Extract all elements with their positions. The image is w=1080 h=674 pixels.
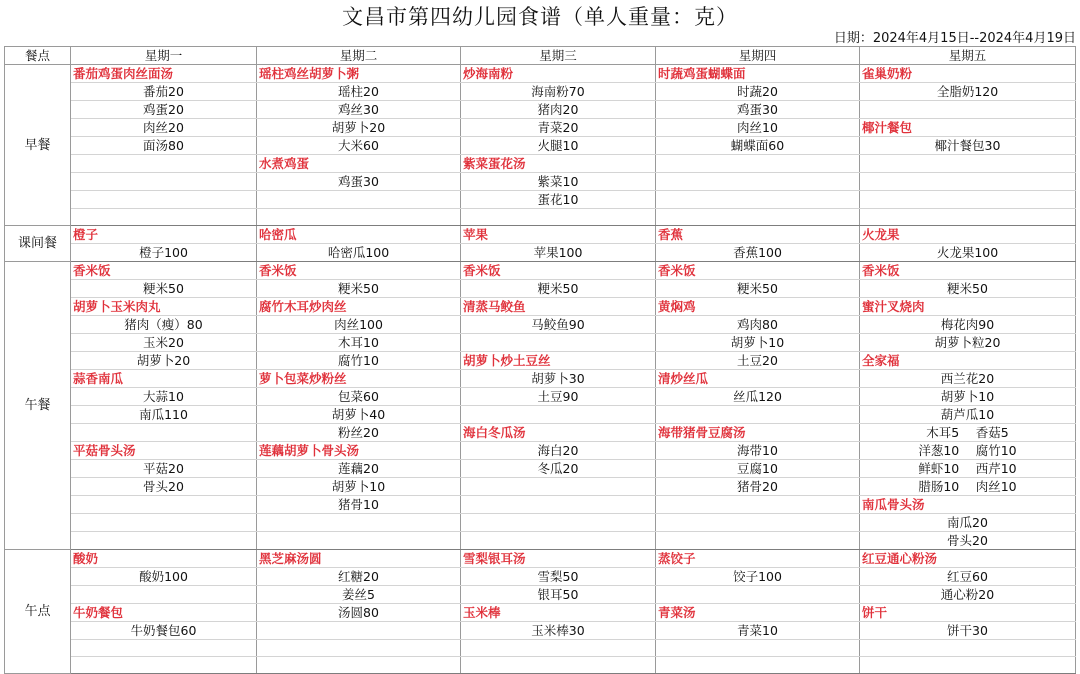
ingredient-cell[interactable]: 胡萝卜20 [71, 352, 257, 370]
ingredient-cell[interactable] [461, 406, 656, 424]
ingredient-cell[interactable]: 胡萝卜30 [461, 370, 656, 388]
dish-name-cell[interactable]: 腐竹木耳炒肉丝 [257, 298, 461, 316]
dish-name-cell[interactable]: 水煮鸡蛋 [257, 155, 461, 173]
header-friday[interactable]: 星期五 [860, 47, 1076, 65]
table-row [5, 262, 1076, 280]
ingredient-cell[interactable] [461, 496, 656, 514]
dish-name-cell[interactable]: 香米饭 [656, 262, 860, 280]
dish-name-cell[interactable]: 苹果 [461, 226, 656, 244]
header-wednesday[interactable]: 星期三 [461, 47, 656, 65]
dish-name-cell[interactable]: 蒸饺子 [656, 550, 860, 568]
table-row [5, 334, 1076, 352]
ingredient-cell[interactable] [257, 532, 461, 550]
ingredient-cell[interactable] [656, 586, 860, 604]
ingredient-cell[interactable]: 鸡肉80 [656, 316, 860, 334]
table-row [5, 496, 1076, 514]
ingredient-cell[interactable]: 鸡蛋30 [257, 173, 461, 191]
ingredient-cell[interactable] [461, 657, 656, 674]
ingredient-cell[interactable]: 大蒜10 [71, 388, 257, 406]
ingredient-cell[interactable]: 梅花肉90 [860, 316, 1076, 334]
ingredient-cell[interactable]: 冬瓜20 [461, 460, 656, 478]
ingredient-cell[interactable]: 木耳5 香菇5 [860, 424, 1076, 442]
dish-name-cell[interactable]: 香蕉 [656, 226, 860, 244]
ingredient-cell[interactable]: 饺子100 [656, 568, 860, 586]
dish-name-cell[interactable]: 香米饭 [257, 262, 461, 280]
dish-name-cell[interactable]: 海白冬瓜汤 [461, 424, 656, 442]
ingredient-cell[interactable]: 鸡蛋20 [71, 101, 257, 119]
table-row [5, 352, 1076, 370]
dish-name-cell[interactable]: 牛奶餐包 [71, 604, 257, 622]
ingredient-cell[interactable]: 银耳50 [461, 586, 656, 604]
ingredient-cell[interactable] [860, 173, 1076, 191]
ingredient-cell[interactable] [71, 191, 257, 209]
dish-name-cell[interactable]: 雀巢奶粉 [860, 65, 1076, 83]
dish-name-cell[interactable]: 番茄鸡蛋肉丝面汤 [71, 65, 257, 83]
ingredient-cell[interactable] [860, 101, 1076, 119]
table-row [5, 119, 1076, 137]
ingredient-cell[interactable]: 猪肉（瘦）80 [71, 316, 257, 334]
ingredient-cell[interactable]: 胡萝卜10 [257, 478, 461, 496]
ingredient-cell[interactable] [461, 514, 656, 532]
dish-name-cell[interactable]: 饼干 [860, 604, 1076, 622]
table-row [5, 65, 1076, 83]
ingredient-cell[interactable]: 时蔬20 [656, 83, 860, 101]
dish-name-cell[interactable]: 瑶柱鸡丝胡萝卜粥 [257, 65, 461, 83]
ingredient-cell[interactable] [71, 209, 257, 226]
menu-table [4, 46, 1076, 674]
table-row [5, 586, 1076, 604]
dish-name-cell[interactable]: 青菜汤 [656, 604, 860, 622]
ingredient-cell[interactable] [71, 173, 257, 191]
ingredient-cell[interactable] [860, 191, 1076, 209]
ingredient-cell[interactable] [71, 155, 257, 173]
ingredient-cell[interactable]: 马鲛鱼90 [461, 316, 656, 334]
ingredient-cell[interactable]: 大米60 [257, 137, 461, 155]
ingredient-cell[interactable]: 粳米50 [257, 280, 461, 298]
dish-name-cell[interactable]: 蒜香南瓜 [71, 370, 257, 388]
ingredient-cell[interactable] [656, 496, 860, 514]
ingredient-cell[interactable] [71, 657, 257, 674]
ingredient-cell[interactable] [461, 640, 656, 657]
dish-name-cell[interactable]: 南瓜骨头汤 [860, 496, 1076, 514]
table-row [5, 622, 1076, 640]
ingredient-cell[interactable]: 胡萝卜粒20 [860, 334, 1076, 352]
ingredient-cell[interactable]: 西兰花20 [860, 370, 1076, 388]
table-row [5, 568, 1076, 586]
dish-name-cell[interactable]: 萝卜包菜炒粉丝 [257, 370, 461, 388]
table-row [5, 388, 1076, 406]
ingredient-cell[interactable]: 葫芦瓜10 [860, 406, 1076, 424]
ingredient-cell[interactable]: 蛋花10 [461, 191, 656, 209]
dish-name-cell[interactable]: 椰汁餐包 [860, 119, 1076, 137]
table-row [5, 316, 1076, 334]
dish-name-cell[interactable]: 时蔬鸡蛋蝴蝶面 [656, 65, 860, 83]
ingredient-cell[interactable]: 酸奶100 [71, 568, 257, 586]
ingredient-cell[interactable]: 雪梨50 [461, 568, 656, 586]
page-title: 文昌市第四幼儿园食谱（单人重量：克） [342, 5, 738, 29]
ingredient-cell[interactable]: 蝴蝶面60 [656, 137, 860, 155]
ingredient-cell[interactable]: 腐竹10 [257, 352, 461, 370]
ingredient-cell[interactable]: 粳米50 [860, 280, 1076, 298]
ingredient-cell[interactable] [656, 640, 860, 657]
ingredient-cell[interactable]: 南瓜20 [860, 514, 1076, 532]
dish-name-cell[interactable]: 香米饭 [461, 262, 656, 280]
ingredient-cell[interactable]: 玉米20 [71, 334, 257, 352]
dish-name-cell[interactable]: 莲藕胡萝卜骨头汤 [257, 442, 461, 460]
ingredient-cell[interactable]: 海南粉70 [461, 83, 656, 101]
table-row [5, 137, 1076, 155]
dish-name-cell[interactable]: 黄焖鸡 [656, 298, 860, 316]
ingredient-cell[interactable]: 肉丝10 [656, 119, 860, 137]
table-row [5, 478, 1076, 496]
ingredient-cell[interactable] [461, 334, 656, 352]
table-row [5, 173, 1076, 191]
table-row [5, 226, 1076, 244]
ingredient-cell[interactable]: 豆腐10 [656, 460, 860, 478]
ingredient-cell[interactable] [656, 406, 860, 424]
ingredient-cell[interactable]: 粳米50 [461, 280, 656, 298]
ingredient-cell[interactable] [257, 622, 461, 640]
ingredient-cell[interactable] [860, 640, 1076, 657]
dish-name-cell[interactable]: 香米饭 [860, 262, 1076, 280]
dish-name-cell[interactable]: 黑芝麻汤圆 [257, 550, 461, 568]
ingredient-cell[interactable] [656, 209, 860, 226]
ingredient-cell[interactable] [461, 209, 656, 226]
dish-name-cell[interactable]: 哈密瓜 [257, 226, 461, 244]
dish-name-cell[interactable]: 炒海南粉 [461, 65, 656, 83]
dish-name-cell[interactable]: 玉米棒 [461, 604, 656, 622]
ingredient-cell[interactable]: 海带10 [656, 442, 860, 460]
ingredient-cell[interactable]: 木耳10 [257, 334, 461, 352]
ingredient-cell[interactable] [656, 657, 860, 674]
table-row [5, 280, 1076, 298]
ingredient-cell[interactable] [860, 209, 1076, 226]
ingredient-cell[interactable] [860, 657, 1076, 674]
ingredient-cell[interactable]: 胡萝卜40 [257, 406, 461, 424]
table-row [5, 657, 1076, 674]
dish-name-cell[interactable]: 火龙果 [860, 226, 1076, 244]
ingredient-cell[interactable]: 椰汁餐包30 [860, 137, 1076, 155]
ingredient-cell[interactable]: 骨头20 [860, 532, 1076, 550]
date-range: 日期：2024年4月15日--2024年4月19日 [833, 31, 1076, 46]
ingredient-cell[interactable]: 面汤80 [71, 137, 257, 155]
ingredient-cell[interactable] [257, 514, 461, 532]
table-row [5, 424, 1076, 442]
ingredient-cell[interactable]: 粳米50 [71, 280, 257, 298]
ingredient-cell[interactable]: 骨头20 [71, 478, 257, 496]
ingredient-cell[interactable]: 火腿10 [461, 137, 656, 155]
ingredient-cell[interactable] [257, 209, 461, 226]
table-row [5, 406, 1076, 424]
dish-name-cell[interactable]: 紫菜蛋花汤 [461, 155, 656, 173]
ingredient-cell[interactable]: 瑶柱20 [257, 83, 461, 101]
ingredient-cell[interactable]: 鸡丝30 [257, 101, 461, 119]
dish-name-cell[interactable]: 红豆通心粉汤 [860, 550, 1076, 568]
ingredient-cell[interactable]: 包菜60 [257, 388, 461, 406]
table-row [5, 460, 1076, 478]
ingredient-cell[interactable]: 胡萝卜20 [257, 119, 461, 137]
ingredient-cell[interactable] [656, 532, 860, 550]
dish-name-cell[interactable]: 酸奶 [71, 550, 257, 568]
ingredient-cell[interactable] [656, 155, 860, 173]
header-meal[interactable]: 餐点 [5, 47, 71, 65]
ingredient-cell[interactable]: 汤圆80 [257, 604, 461, 622]
ingredient-cell[interactable]: 粳米50 [656, 280, 860, 298]
header-row [5, 47, 1076, 65]
dish-name-cell[interactable]: 海带猪骨豆腐汤 [656, 424, 860, 442]
dish-name-cell[interactable]: 香米饭 [71, 262, 257, 280]
ingredient-cell[interactable] [257, 657, 461, 674]
ingredient-cell[interactable]: 紫菜10 [461, 173, 656, 191]
table-row [5, 298, 1076, 316]
ingredient-cell[interactable]: 红糖20 [257, 568, 461, 586]
table-row [5, 101, 1076, 119]
table-row [5, 442, 1076, 460]
ingredient-cell[interactable] [461, 478, 656, 496]
meal-label[interactable]: 课间餐 [5, 226, 71, 262]
dish-name-cell[interactable]: 全家福 [860, 352, 1076, 370]
dish-name-cell[interactable]: 清炒丝瓜 [656, 370, 860, 388]
dish-name-cell[interactable]: 平菇骨头汤 [71, 442, 257, 460]
ingredient-cell[interactable]: 胡萝卜10 [656, 334, 860, 352]
ingredient-cell[interactable] [656, 514, 860, 532]
ingredient-cell[interactable]: 全脂奶120 [860, 83, 1076, 101]
ingredient-cell[interactable] [71, 424, 257, 442]
header-thursday[interactable]: 星期四 [656, 47, 860, 65]
ingredient-cell[interactable] [257, 640, 461, 657]
ingredient-cell[interactable]: 橙子100 [71, 244, 257, 262]
dish-name-cell[interactable]: 胡萝卜炒土豆丝 [461, 352, 656, 370]
table-row [5, 604, 1076, 622]
ingredient-cell[interactable] [71, 514, 257, 532]
ingredient-cell[interactable]: 红豆60 [860, 568, 1076, 586]
ingredient-cell[interactable]: 土豆90 [461, 388, 656, 406]
ingredient-cell[interactable]: 洋葱10 腐竹10 [860, 442, 1076, 460]
ingredient-cell[interactable]: 哈密瓜100 [257, 244, 461, 262]
table-row [5, 532, 1076, 550]
table-row [5, 514, 1076, 532]
ingredient-cell[interactable] [461, 532, 656, 550]
ingredient-cell[interactable]: 鸡蛋30 [656, 101, 860, 119]
meal-label[interactable]: 早餐 [5, 65, 71, 226]
ingredient-cell[interactable]: 火龙果100 [860, 244, 1076, 262]
ingredient-cell[interactable]: 青菜20 [461, 119, 656, 137]
table-row [5, 155, 1076, 173]
dish-name-cell[interactable]: 橙子 [71, 226, 257, 244]
ingredient-cell[interactable]: 苹果100 [461, 244, 656, 262]
ingredient-cell[interactable]: 姜丝5 [257, 586, 461, 604]
ingredient-cell[interactable]: 猪肉20 [461, 101, 656, 119]
ingredient-cell[interactable]: 青菜10 [656, 622, 860, 640]
ingredient-cell[interactable]: 番茄20 [71, 83, 257, 101]
dish-name-cell[interactable]: 清蒸马鲛鱼 [461, 298, 656, 316]
ingredient-cell[interactable]: 土豆20 [656, 352, 860, 370]
ingredient-cell[interactable] [656, 173, 860, 191]
meal-label[interactable]: 午餐 [5, 262, 71, 550]
header-monday[interactable]: 星期一 [71, 47, 257, 65]
ingredient-cell[interactable]: 通心粉20 [860, 586, 1076, 604]
ingredient-cell[interactable] [71, 586, 257, 604]
ingredient-cell[interactable]: 牛奶餐包60 [71, 622, 257, 640]
ingredient-cell[interactable]: 饼干30 [860, 622, 1076, 640]
header-tuesday[interactable]: 星期二 [257, 47, 461, 65]
ingredient-cell[interactable]: 丝瓜120 [656, 388, 860, 406]
dish-name-cell[interactable]: 蜜汁叉烧肉 [860, 298, 1076, 316]
table-row [5, 209, 1076, 226]
dish-name-cell[interactable]: 胡萝卜玉米肉丸 [71, 298, 257, 316]
ingredient-cell[interactable]: 鲜虾10 西芹10 [860, 460, 1076, 478]
ingredient-cell[interactable]: 腊肠10 肉丝10 [860, 478, 1076, 496]
table-row [5, 550, 1076, 568]
table-row [5, 640, 1076, 657]
ingredient-cell[interactable] [860, 155, 1076, 173]
ingredient-cell[interactable]: 香蕉100 [656, 244, 860, 262]
ingredient-cell[interactable]: 海白20 [461, 442, 656, 460]
table-row [5, 244, 1076, 262]
ingredient-cell[interactable]: 猪骨10 [257, 496, 461, 514]
ingredient-cell[interactable]: 玉米棒30 [461, 622, 656, 640]
ingredient-cell[interactable]: 肉丝100 [257, 316, 461, 334]
ingredient-cell[interactable] [71, 496, 257, 514]
ingredient-cell[interactable]: 平菇20 [71, 460, 257, 478]
table-row [5, 191, 1076, 209]
ingredient-cell[interactable] [71, 532, 257, 550]
ingredient-cell[interactable]: 胡萝卜10 [860, 388, 1076, 406]
meal-label[interactable]: 午点 [5, 550, 71, 674]
ingredient-cell[interactable]: 肉丝20 [71, 119, 257, 137]
table-row [5, 83, 1076, 101]
ingredient-cell[interactable]: 猪骨20 [656, 478, 860, 496]
ingredient-cell[interactable] [656, 191, 860, 209]
ingredient-cell[interactable] [71, 640, 257, 657]
ingredient-cell[interactable]: 粉丝20 [257, 424, 461, 442]
ingredient-cell[interactable] [257, 191, 461, 209]
table-row [5, 370, 1076, 388]
dish-name-cell[interactable]: 雪梨银耳汤 [461, 550, 656, 568]
ingredient-cell[interactable]: 南瓜110 [71, 406, 257, 424]
ingredient-cell[interactable]: 莲藕20 [257, 460, 461, 478]
